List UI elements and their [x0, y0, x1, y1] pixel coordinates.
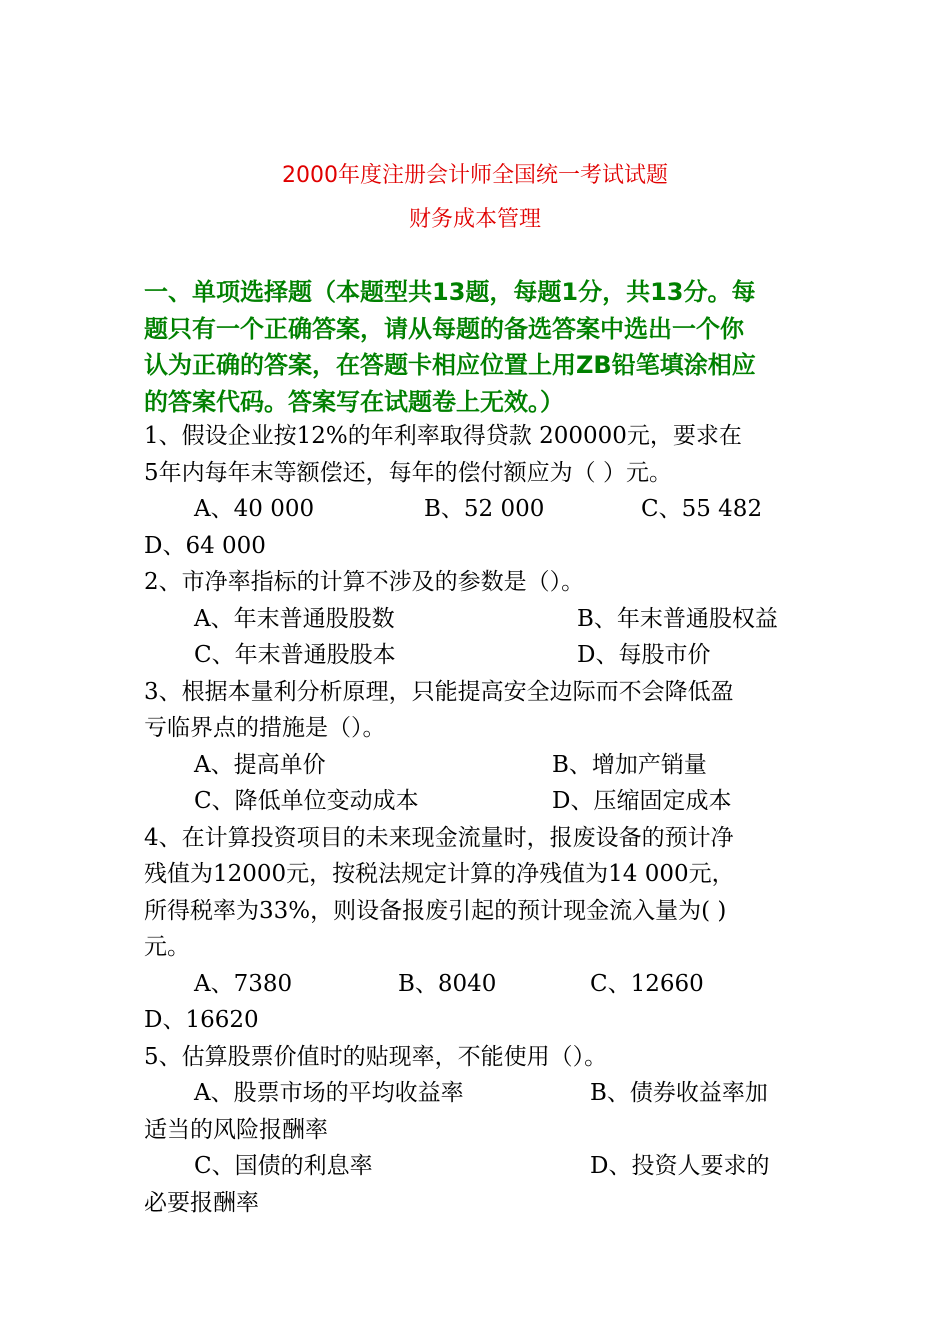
option-d: D、压缩固定成本	[552, 788, 732, 814]
instruction-line: 认为正确的答案，在答题卡相应位置上用ZB铅笔填涂相应	[144, 351, 756, 379]
question-1-options	[144, 491, 814, 528]
question-3-options	[144, 747, 814, 784]
option-a: A、提高单价	[194, 751, 326, 778]
question-5-options	[144, 1148, 814, 1185]
option-d: D、投资人要求的	[590, 1153, 770, 1179]
option-b: B、年末普通股权益	[577, 605, 778, 632]
question-5-line: 5、估算股票价值时的贴现率，不能使用（）。	[144, 1043, 608, 1070]
question-2-options	[144, 601, 814, 638]
option-d: D、每股市价	[577, 642, 711, 668]
option-b: B、8040	[398, 970, 497, 997]
question-1-line: 1、假设企业按12%的年利率取得贷款 200000元，要求在	[144, 423, 742, 449]
instruction-line: 题只有一个正确答案，请从每题的备选答案中选出一个你	[144, 314, 744, 343]
question-4-options	[144, 966, 814, 1003]
exam-subtitle: 财务成本管理	[408, 207, 541, 232]
question-3-options	[144, 783, 814, 820]
exam-title: 2000年度注册会计师全国统一考试试题	[282, 163, 668, 188]
question-3-line: 3、根据本量利分析原理，只能提高安全边际而不会降低盈	[144, 678, 734, 705]
option-a: A、年末普通股股数	[194, 605, 395, 632]
question-5-options	[144, 1075, 814, 1112]
instruction-line: 的答案代码。答案写在试题卷上无效。）	[144, 387, 564, 416]
option-c: C、降低单位变动成本	[194, 788, 419, 814]
option-d: D、16620	[144, 1007, 259, 1033]
option-c: C、12660	[590, 970, 704, 997]
option-d-continued: 必要报酬率	[144, 1189, 259, 1216]
option-c: C、国债的利息率	[194, 1153, 373, 1179]
question-4-line: 4、在计算投资项目的未来现金流量时，报废设备的预计净	[144, 824, 734, 851]
question-4-line: 残值为12000元，按税法规定计算的净残值为14 000元，	[144, 861, 735, 887]
question-4-line: 元。	[144, 934, 190, 960]
question-1-line: 5年内每年末等额偿还，每年的偿付额应为（ ）元。	[144, 459, 672, 486]
option-c: C、55 482	[641, 496, 763, 522]
option-b: B、债券收益率加	[590, 1080, 768, 1106]
option-c: C、年末普通股股本	[194, 642, 396, 668]
question-2-line: 2、市净率指标的计算不涉及的参数是（）。	[144, 569, 585, 595]
question-3-line: 亏临界点的措施是（）。	[144, 715, 386, 741]
option-a: A、股票市场的平均收益率	[194, 1080, 464, 1106]
section-instructions	[144, 274, 804, 420]
option-b-continued: 适当的风险报酬率	[144, 1116, 328, 1143]
option-b: B、52 000	[424, 496, 545, 522]
question-4-line: 所得税率为33%，则设备报废引起的预计现金流入量为( )	[144, 897, 727, 924]
instruction-line: 一、单项选择题（本题型共13题，每题1分，共13分。每	[144, 278, 756, 306]
option-d: D、64 000	[144, 532, 266, 559]
question-2-options	[144, 637, 814, 674]
option-a: A、40 000	[194, 496, 315, 522]
questions-list	[144, 418, 814, 1221]
option-a: A、7380	[194, 970, 293, 997]
option-b: B、增加产销量	[552, 751, 707, 778]
